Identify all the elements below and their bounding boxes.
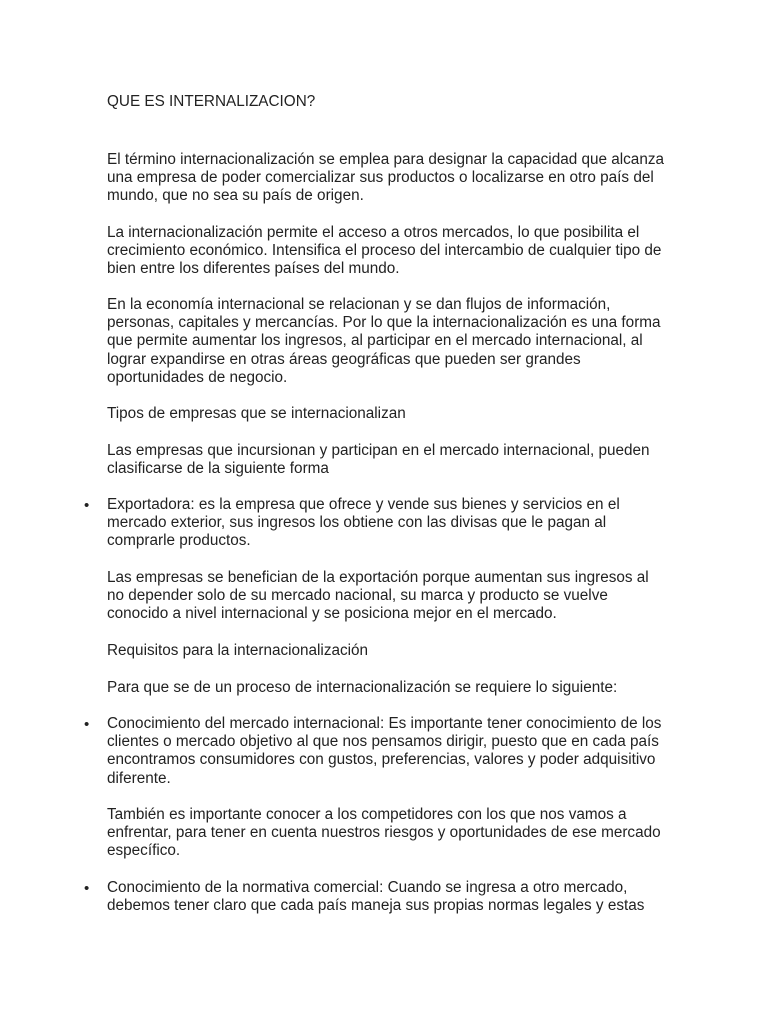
bullet-market-knowledge: •	[84, 716, 90, 733]
bullet-exportadora: •	[84, 497, 90, 514]
list-item-regulations: Conocimiento de la normativa comercial: Cuando se ingresa a otro mercado, debemos tener claro que cada país maneja sus propias normas legales y estas	[107, 879, 645, 915]
list-item-market-knowledge: Conocimiento del mercado internacional: Es importante tener conocimiento de los clientes o mercado objetivo al que nos pensamos dirigir, puesto que en cada país encontramos consumidores con gustos, preferencias, valores y poder adquisitivo diferente.	[107, 715, 662, 787]
paragraph-export-benefits: Las empresas se benefician de la exportación porque aumentan sus ingresos al no depender solo de su mercado nacional, su marca y producto se vuelve conocido a nivel internacional y se posiciona mejor en el mercado.	[107, 569, 649, 623]
heading-requirements: Requisitos para la internacionalización	[107, 642, 369, 659]
list-item-exportadora: Exportadora: es la empresa que ofrece y vende sus bienes y servicios en el mercado exterior, sus ingresos los obtiene con las divisas que le pagan al comprarle productos.	[107, 496, 620, 550]
paragraph-competitors: También es importante conocer a los competidores con los que nos vamos a enfrentar, para tener en cuenta nuestros riesgos y oportunidades de ese mercado específico.	[107, 806, 661, 860]
paragraph-requirements-intro: Para que se de un proceso de internacionalización se requiere lo siguiente:	[107, 679, 618, 696]
paragraph-market-access: La internacionalización permite el acceso a otros mercados, lo que posibilita el crecimiento económico. Intensifica el proceso del intercambio de cualquier tipo de bien entre los diferentes países del mundo.	[107, 224, 662, 278]
paragraph-definition: El término internacionalización se emplea para designar la capacidad que alcanza una empresa de poder comercializar sus productos o localizarse en otro país del mundo, que no sea su país de origen.	[107, 151, 664, 205]
heading-company-types: Tipos de empresas que se internacionalizan	[107, 405, 406, 422]
paragraph-international-economy: En la economía internacional se relacionan y se dan flujos de información, personas, capitales y mercancías. Por lo que la internacionalización es una forma que permite aumentar los ingresos, al participar en el mercado internacional, al lograr expandirse en otras áreas geográficas que pueden ser grandes oportunidades de negocio.	[107, 296, 661, 386]
paragraph-classification: Las empresas que incursionan y participan en el mercado internacional, pueden clasificarse de la siguiente forma	[107, 442, 650, 478]
bullet-regulations: •	[84, 880, 90, 897]
document-title: QUE ES INTERNALIZACION?	[107, 93, 316, 110]
